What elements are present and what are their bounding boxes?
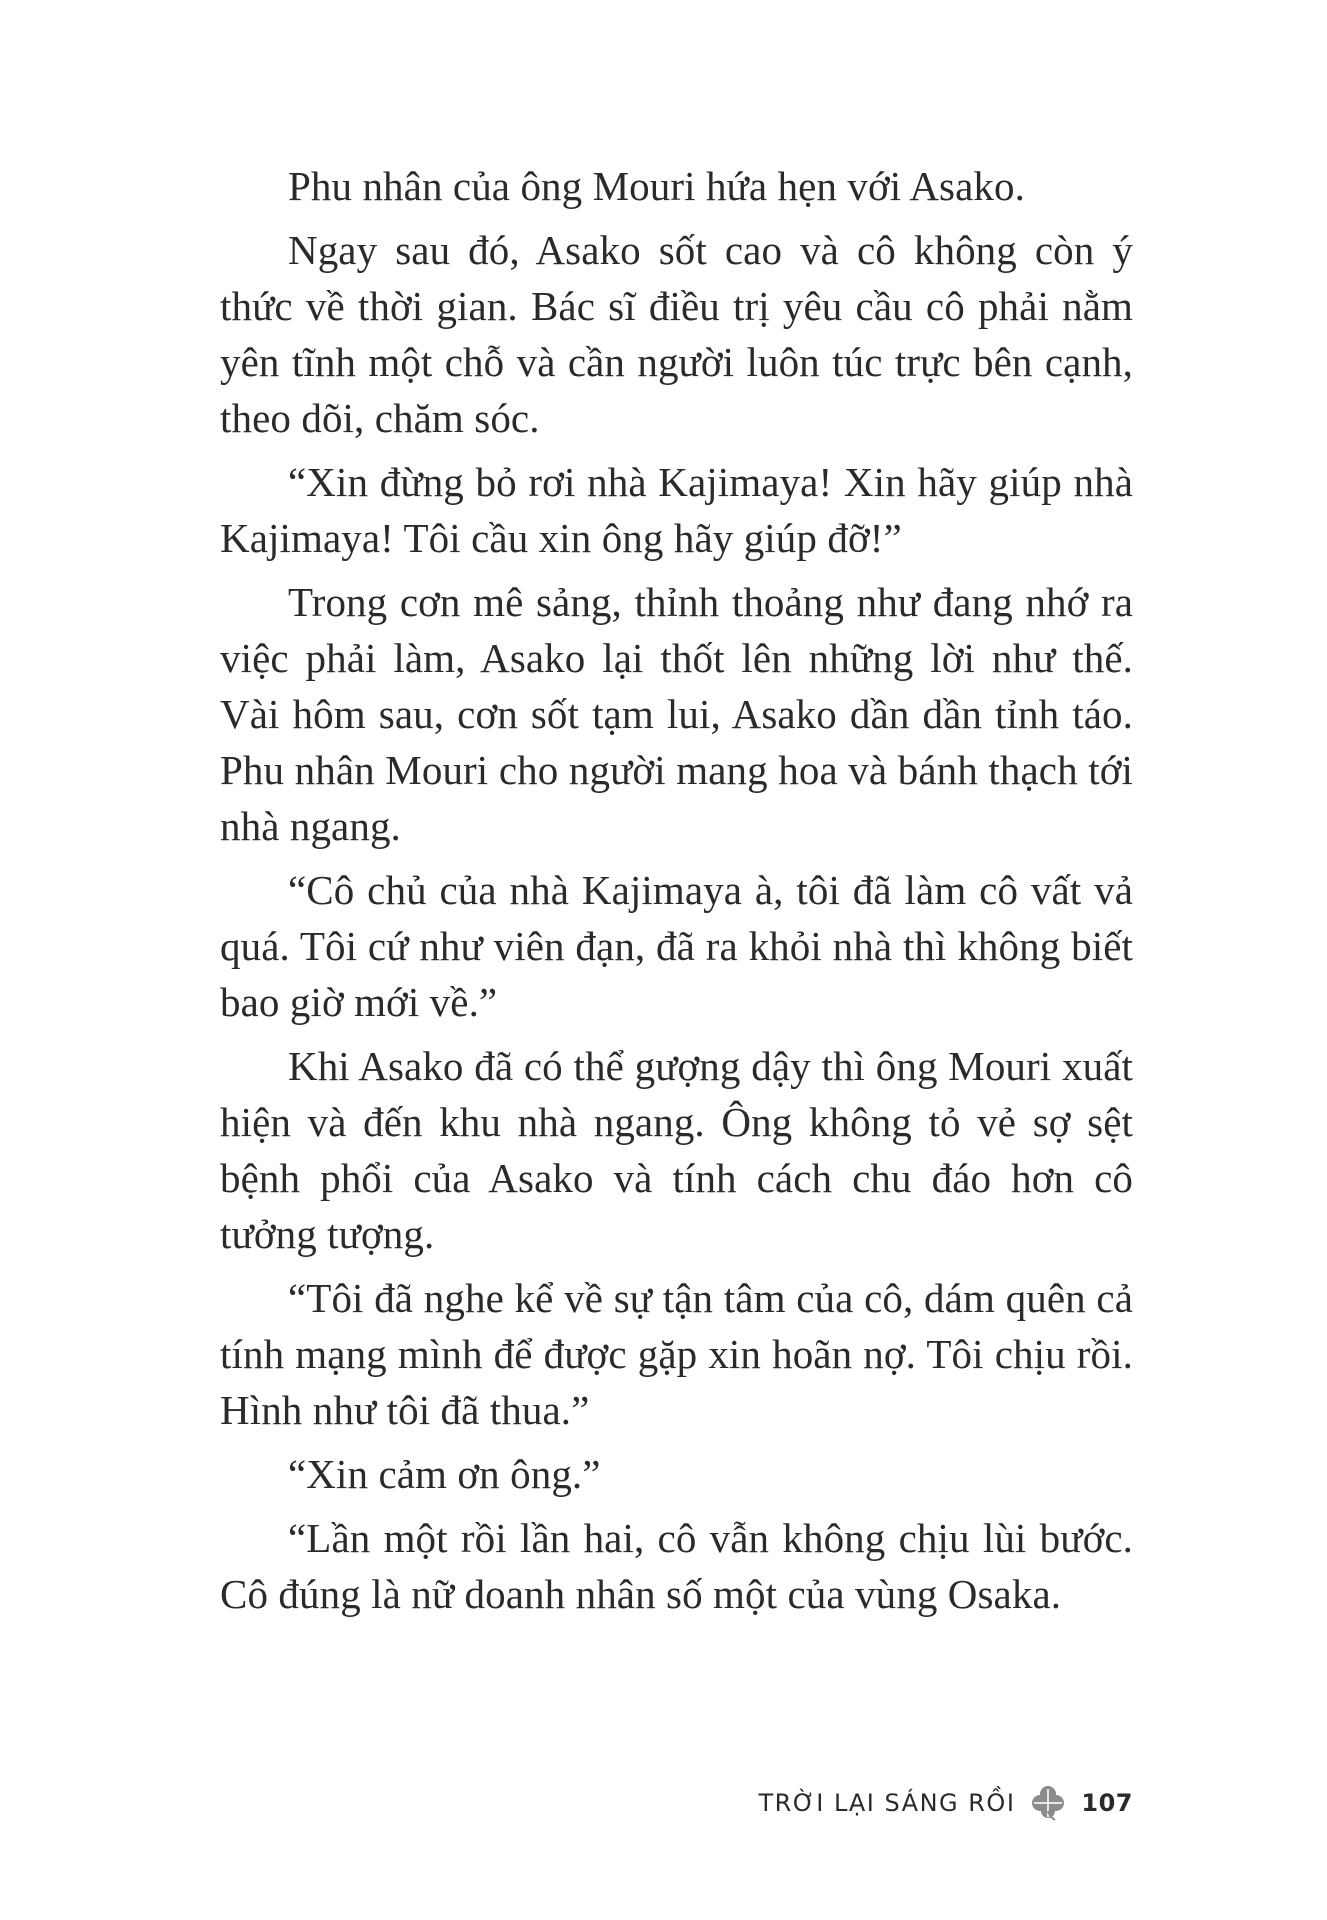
page-body bbox=[220, 158, 1133, 1630]
page-number: 107 bbox=[1081, 1789, 1133, 1817]
paragraph: Khi Asako đã có thể gượng dậy thì ông Mouri xuất hiện và đến khu nhà ngang. Ông không tỏ vẻ sợ sệt bệnh phổi của Asako và tính cách chu đáo hơn cô tưởng tượng. bbox=[220, 1043, 1133, 1257]
paragraph: “Xin cảm ơn ông.” bbox=[288, 1451, 601, 1497]
paragraph: Phu nhân của ông Mouri hứa hẹn với Asako. bbox=[288, 163, 1025, 209]
book-title: TRỜI LẠI SÁNG RỒI bbox=[758, 1789, 1016, 1817]
running-footer bbox=[759, 1783, 1133, 1823]
paragraph: “Tôi đã nghe kể về sự tận tâm của cô, dám quên cả tính mạng mình để được gặp xin hoãn nợ. Tôi chịu rồi. Hình như tôi đã thua.” bbox=[220, 1275, 1133, 1433]
paragraph: Ngay sau đó, Asako sốt cao và cô không còn ý thức về thời gian. Bác sĩ điều trị yêu cầu cô phải nằm yên tĩnh một chỗ và cần người luôn túc trực bên cạnh, theo dõi, chăm sóc. bbox=[220, 227, 1133, 441]
paragraph: “Cô chủ của nhà Kajimaya à, tôi đã làm cô vất vả quá. Tôi cứ như viên đạn, đã ra khỏi nhà thì không biết bao giờ mới về.” bbox=[220, 867, 1133, 1025]
paragraph: “Xin đừng bỏ rơi nhà Kajimaya! Xin hãy giúp nhà Kajimaya! Tôi cầu xin ông hãy giúp đỡ!” bbox=[220, 459, 1133, 561]
clover-icon bbox=[1029, 1784, 1067, 1822]
paragraph: Trong cơn mê sảng, thỉnh thoảng như đang nhớ ra việc phải làm, Asako lại thốt lên những lời như thế. Vài hôm sau, cơn sốt tạm lui, Asako dần dần tỉnh táo. Phu nhân Mouri cho người mang hoa và bánh thạch tới nhà ngang. bbox=[220, 579, 1133, 849]
paragraph: “Lần một rồi lần hai, cô vẫn không chịu lùi bước. Cô đúng là nữ doanh nhân số một của vùng Osaka. bbox=[220, 1515, 1133, 1617]
